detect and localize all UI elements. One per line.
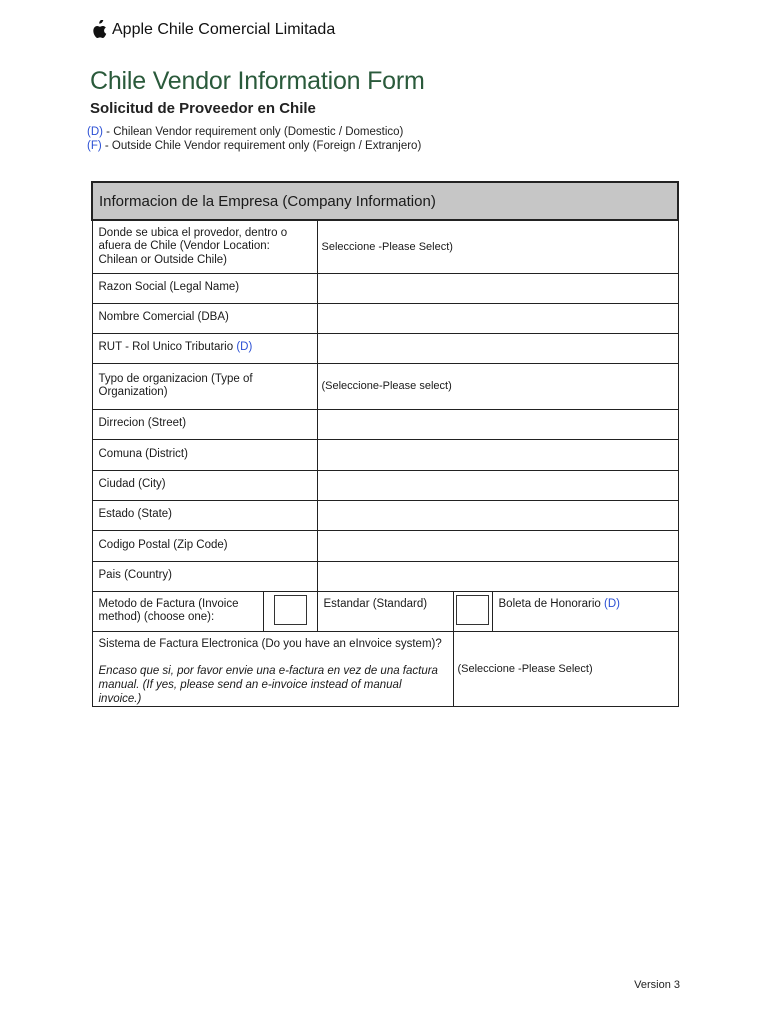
district-field[interactable]: [317, 439, 678, 470]
country-label: Pais (Country): [92, 561, 317, 591]
company-name: Apple Chile Comercial Limitada: [112, 21, 336, 38]
district-label: Comuna (District): [92, 439, 317, 470]
company-info-table: [91, 181, 679, 707]
dba-field[interactable]: [317, 303, 678, 333]
boleta-checkbox-cell: [453, 591, 492, 631]
legal-name-label: Razon Social (Legal Name): [92, 273, 317, 303]
legend: [87, 125, 421, 153]
org-type-select[interactable]: (Seleccione-Please select): [317, 363, 678, 409]
legend-code: (F): [87, 140, 102, 152]
country-field[interactable]: [317, 561, 678, 591]
section-title: Informacion de la Empresa (Company Information): [92, 182, 678, 220]
einvoice-question: [92, 631, 453, 706]
location-select[interactable]: Seleccione -Please Select): [317, 220, 678, 273]
standard-checkbox[interactable]: [274, 595, 307, 625]
version-label: Version 3: [634, 979, 680, 991]
einvoice-select[interactable]: (Seleccione -Please Select): [453, 631, 678, 706]
street-field[interactable]: [317, 409, 678, 439]
standard-checkbox-cell: [263, 591, 317, 631]
rut-label-text: RUT - Rol Unico Tributario: [98, 341, 237, 354]
rut-field[interactable]: [317, 333, 678, 363]
form-title: Chile Vendor Information Form: [90, 67, 425, 95]
org-type-label: Typo de organizacion (Type of Organization): [92, 363, 317, 409]
zip-label: Codigo Postal (Zip Code): [92, 530, 317, 561]
legend-domestic: [87, 125, 421, 139]
boleta-checkbox[interactable]: [456, 595, 489, 625]
boleta-option-text: Boleta de Honorario: [498, 597, 604, 610]
legend-code: (D): [87, 126, 103, 138]
apple-logo-icon: [90, 20, 107, 40]
boleta-code: (D): [603, 597, 620, 610]
invoice-method-label: Metodo de Factura (Invoice method) (choose one):: [92, 591, 263, 631]
dba-label: Nombre Comercial (DBA): [92, 303, 317, 333]
legend-text: - Chilean Vendor requirement only (Domestic / Domestico): [102, 126, 404, 138]
company-header: [90, 20, 335, 40]
legend-text: - Outside Chile Vendor requirement only (Foreign / Extranjero): [101, 140, 422, 152]
legend-foreign: [87, 139, 421, 153]
einvoice-label: Sistema de Factura Electronica (Do you have an eInvoice system)?: [98, 637, 442, 650]
standard-option-label: Estandar (Standard): [317, 591, 453, 631]
city-field[interactable]: [317, 470, 678, 500]
legal-name-field[interactable]: [317, 273, 678, 303]
city-label: Ciudad (City): [92, 470, 317, 500]
street-label: Dirrecion (Street): [92, 409, 317, 439]
state-label: Estado (State): [92, 500, 317, 530]
rut-code: (D): [236, 341, 253, 354]
form-subtitle: Solicitud de Proveedor en Chile: [90, 100, 316, 117]
state-field[interactable]: [317, 500, 678, 530]
einvoice-note: Encaso que si, por favor envie una e-factura en vez de una factura manual. (If yes, please send an e-invoice instead of manual invoice.): [98, 664, 438, 705]
boleta-option-label: [492, 591, 678, 631]
location-label: Donde se ubica el provedor, dentro o afuera de Chile (Vendor Location: Chilean or Outside Chile): [92, 220, 317, 273]
zip-field[interactable]: [317, 530, 678, 561]
rut-label: [92, 333, 317, 363]
